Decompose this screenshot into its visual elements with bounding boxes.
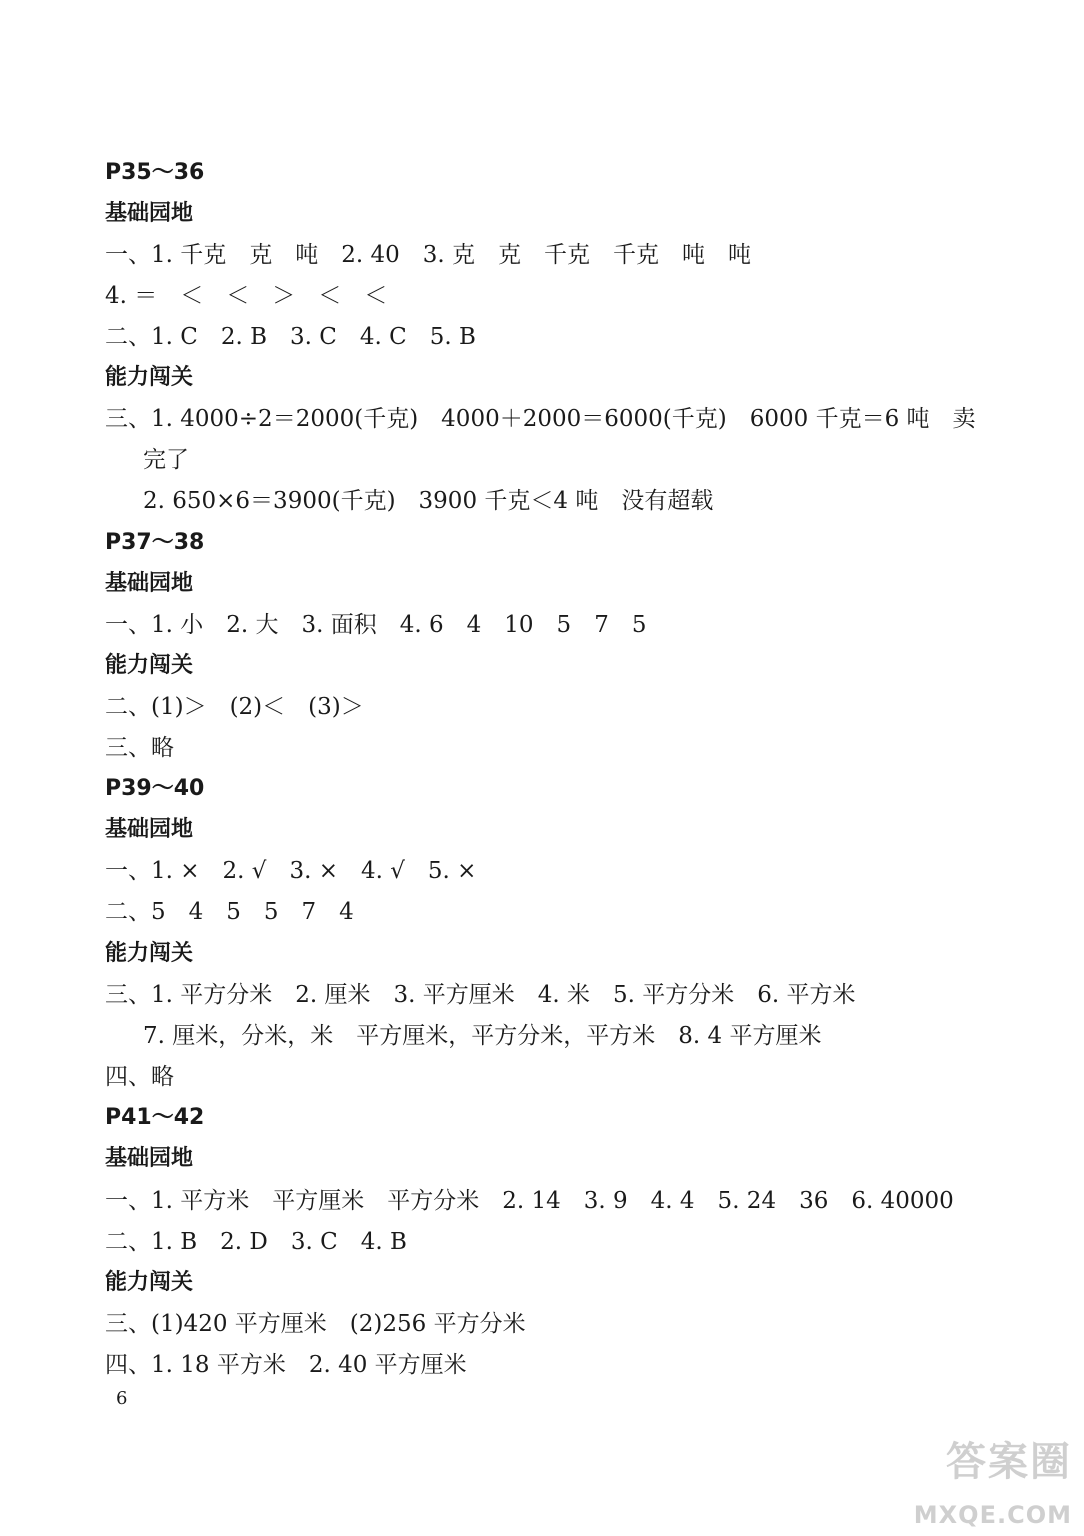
- section-heading-p37-38: P37～38: [105, 530, 205, 555]
- answer-line: 2. 650×6＝3900(千克) 3900 千克＜4 吨 没有超载: [143, 488, 714, 514]
- answer-line: 4. ＝ ＜ ＜ ＞ ＜ ＜: [105, 283, 388, 309]
- answer-line-continued: 完了: [143, 447, 189, 473]
- answer-line: 二、1. C 2. B 3. C 4. C 5. B: [105, 324, 476, 350]
- answer-line: 一、1. 平方米 平方厘米 平方分米 2. 14 3. 9 4. 4 5. 24 36 6. 40000: [105, 1188, 954, 1214]
- answer-line: 三、1. 平方分米 2. 厘米 3. 平方厘米 4. 米 5. 平方分米 6. 平方米: [105, 982, 856, 1008]
- answer-line: 四、1. 18 平方米 2. 40 平方厘米: [105, 1352, 467, 1378]
- answer-line: 四、略: [105, 1064, 174, 1090]
- subheading-ability: 能力闯关: [105, 1270, 194, 1295]
- section-heading-p39-40: P39～40: [105, 776, 205, 801]
- answer-line: 三、(1)420 平方厘米 (2)256 平方分米: [105, 1311, 526, 1337]
- subheading-ability: 能力闯关: [105, 653, 194, 678]
- subheading-basics: 基础园地: [105, 571, 194, 596]
- subheading-basics: 基础园地: [105, 201, 194, 226]
- answer-line: 二、1. B 2. D 3. C 4. B: [105, 1229, 407, 1255]
- answer-line: 7. 厘米，分米，米 平方厘米，平方分米，平方米 8. 4 平方厘米: [143, 1023, 822, 1049]
- answer-line: 二、(1)＞ (2)＜ (3)＞: [105, 694, 364, 720]
- watermark-logo: [892, 1438, 1072, 1530]
- answer-line: 一、1. 千克 克 吨 2. 40 3. 克 克 千克 千克 吨 吨: [105, 242, 752, 268]
- subheading-basics: 基础园地: [105, 1146, 194, 1171]
- answer-line: 二、5 4 5 5 7 4: [105, 899, 354, 925]
- page-number: 6: [116, 1388, 128, 1409]
- answer-line: 三、1. 4000÷2＝2000(千克) 4000＋2000＝6000(千克) 6000 千克＝6 吨 卖: [105, 406, 976, 432]
- answer-line: 一、1. × 2. √ 3. × 4. √ 5. ×: [105, 858, 477, 884]
- subheading-basics: 基础园地: [105, 817, 194, 842]
- section-heading-p35-36: P35～36: [105, 160, 205, 185]
- watermark-text: 答案圈: [946, 1439, 1072, 1485]
- section-heading-p41-42: P41～42: [105, 1105, 205, 1130]
- answer-line: 一、1. 小 2. 大 3. 面积 4. 6 4 10 5 7 5: [105, 612, 647, 638]
- subheading-ability: 能力闯关: [105, 365, 194, 390]
- subheading-ability: 能力闯关: [105, 941, 194, 966]
- answer-line: 三、略: [105, 735, 174, 761]
- watermark-url: MXQE.COM: [913, 1501, 1072, 1529]
